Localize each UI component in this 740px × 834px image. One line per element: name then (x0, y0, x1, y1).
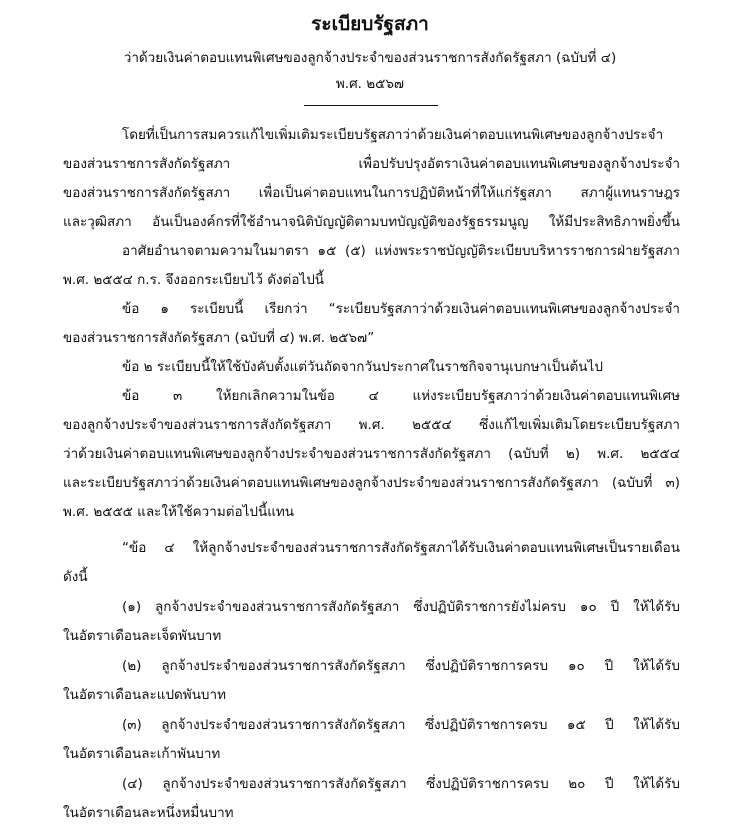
item-3-line: ในอัตราเดือนละเก้าพันบาท (63, 746, 221, 762)
item-2-line: (๒) ลูกจ้างประจำของส่วนราชการสังกัดรัฐสภา ซึ่งปฏิบัติราชการครบ ๑๐ ปี ให้ได้รับ (122, 658, 680, 674)
clause-1-line: ข้อ ๑ ระเบียบนี้ เรียกว่า “ระเบียบรัฐสภาว่าด้วยเงินค่าตอบแทนพิเศษของลูกจ้างประจำ (122, 301, 680, 317)
item-1-line: (๑) ลูกจ้างประจำของส่วนราชการสังกัดรัฐสภา ซึ่งปฏิบัติราชการยังไม่ครบ ๑๐ ปี ให้ได้รับ (122, 599, 680, 615)
document-year: พ.ศ. ๒๕๖๗ (335, 76, 405, 92)
body-line: อาศัยอำนาจตามความในมาตรา ๑๕ (๕) แห่งพระราชบัญญัติระเบียบบริหารราชการฝ่ายรัฐสภา (122, 243, 680, 259)
clause-3-line: และระเบียบรัฐสภาว่าด้วยเงินค่าตอบแทนพิเศษของลูกจ้างประจำของส่วนราชการสังกัดรัฐสภา (ฉบับที่ ๓) (63, 475, 680, 491)
document-title: ระเบียบรัฐสภา (311, 13, 429, 35)
body-line: พ.ศ. ๒๕๕๔ ก.ร. จึงออกระเบียบไว้ ดังต่อไปนี้ (63, 272, 325, 288)
document-subtitle: ว่าด้วยเงินค่าตอบแทนพิเศษของลูกจ้างประจำของส่วนราชการสังกัดรัฐสภา (ฉบับที่ ๔) (123, 50, 617, 66)
body-line: ของส่วนราชการสังกัดรัฐสภา เพื่อปรับปรุงอัตราเงินค่าตอบแทนพิเศษของลูกจ้างประจำ (63, 156, 680, 172)
clause-1-line: ของส่วนราชการสังกัดรัฐสภา (ฉบับที่ ๔) พ.ศ. ๒๕๖๗” (63, 330, 375, 346)
body-line: โดยที่เป็นการสมควรแก้ไขเพิ่มเติมระเบียบรัฐสภาว่าด้วยเงินค่าตอบแทนพิเศษของลูกจ้างประจำ (122, 127, 664, 143)
clause-4-line: ดังนี้ (63, 569, 88, 585)
clause-4-line: “ข้อ ๔ ให้ลูกจ้างประจำของส่วนราชการสังกัดรัฐสภาได้รับเงินค่าตอบแทนพิเศษเป็นรายเดือน (122, 540, 680, 556)
clause-3-line: ว่าด้วยเงินค่าตอบแทนพิเศษของลูกจ้างประจำของส่วนราชการสังกัดรัฐสภา (ฉบับที่ ๒) พ.ศ. ๒๕๕๔ (63, 446, 680, 462)
item-3-line: (๓) ลูกจ้างประจำของส่วนราชการสังกัดรัฐสภา ซึ่งปฏิบัติราชการครบ ๑๕ ปี ให้ได้รับ (122, 717, 680, 733)
clause-3-line: พ.ศ. ๒๕๕๕ และให้ใช้ความต่อไปนี้แทน (63, 504, 295, 520)
item-1-line: ในอัตราเดือนละเจ็ดพันบาท (63, 628, 222, 644)
body-line: และวุฒิสภา อันเป็นองค์กรที่ใช้อำนาจนิติบัญญัติตามบทบัญญัติของรัฐธรรมนูญ ให้มีประสิทธิภาพยิ่งขึ้น (63, 214, 680, 230)
clause-3-line: ของลูกจ้างประจำของส่วนราชการสังกัดรัฐสภา พ.ศ. ๒๕๕๔ ซึ่งแก้ไขเพิ่มเติมโดยระเบียบรัฐสภา (63, 417, 680, 433)
clause-2-line: ข้อ ๒ ระเบียบนี้ให้ใช้บังคับตั้งแต่วันถัดจากวันประกาศในราชกิจจานุเบกษาเป็นต้นไป (122, 359, 603, 375)
item-2-line: ในอัตราเดือนละแปดพันบาท (63, 687, 226, 703)
clause-3-line: ข้อ ๓ ให้ยกเลิกความในข้อ ๔ แห่งระเบียบรัฐสภาว่าด้วยเงินค่าตอบแทนพิเศษ (122, 388, 680, 404)
title-divider (304, 105, 438, 106)
body-line: ของส่วนราชการสังกัดรัฐสภา เพื่อเป็นค่าตอบแทนในการปฏิบัติหน้าที่ให้แก่รัฐสภา สภาผู้แทนราษฎร (63, 185, 680, 201)
item-4-line: (๔) ลูกจ้างประจำของส่วนราชการสังกัดรัฐสภา ซึ่งปฏิบัติราชการครบ ๒๐ ปี ให้ได้รับ (122, 776, 680, 792)
item-4-line: ในอัตราเดือนละหนึ่งหมื่นบาท (63, 805, 234, 821)
